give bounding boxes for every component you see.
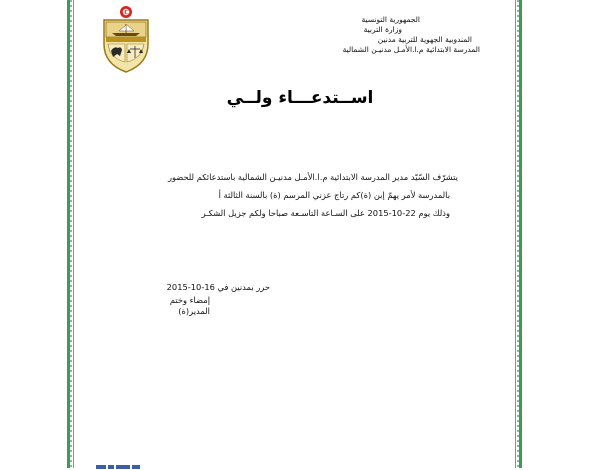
footer-mark-icon [96, 464, 166, 470]
page-border-dots-left [70, 0, 72, 468]
tunisia-coat-of-arms-icon [96, 4, 156, 74]
header-ministry: وزارة التربية [363, 25, 402, 34]
signature-role: المدير(ة) [178, 306, 210, 316]
header-school: المدرسة الابتدائية م.ا.الأمـل مدنيـن الشمالية [342, 45, 480, 54]
header-regional-office: المندوبية الجهوية للتربية مدنين [377, 35, 472, 44]
document-header [343, 15, 480, 55]
signature-date: حرر بمدنين في 16-10-2015 [166, 282, 270, 292]
signature-block [130, 280, 270, 317]
document-body [128, 168, 458, 222]
page-border-dots-right [517, 0, 519, 468]
header-republic: الجمهورية التونسية [361, 15, 420, 24]
body-line-2: بالمدرسة لأمر يهمّ إبن (ة)كم رتاج عزني المرسم (ة) بالسنة الثالثة أ [218, 190, 450, 200]
body-line-1: يتشرّف السّيّد مدير المدرسة الابتدائية م.ا.الأمـل مدنيـن الشمالية باستدعائكم للحضور [167, 172, 458, 182]
signature-stamp-label: إمضاء وختم [169, 295, 210, 305]
document-title: اســتدعـــاء ولــي [226, 88, 374, 108]
body-line-3: وذلك يوم 22-10-2015 على السـاعة التاسـعة صباحا ولكم جزيل الشكـر [201, 208, 450, 218]
